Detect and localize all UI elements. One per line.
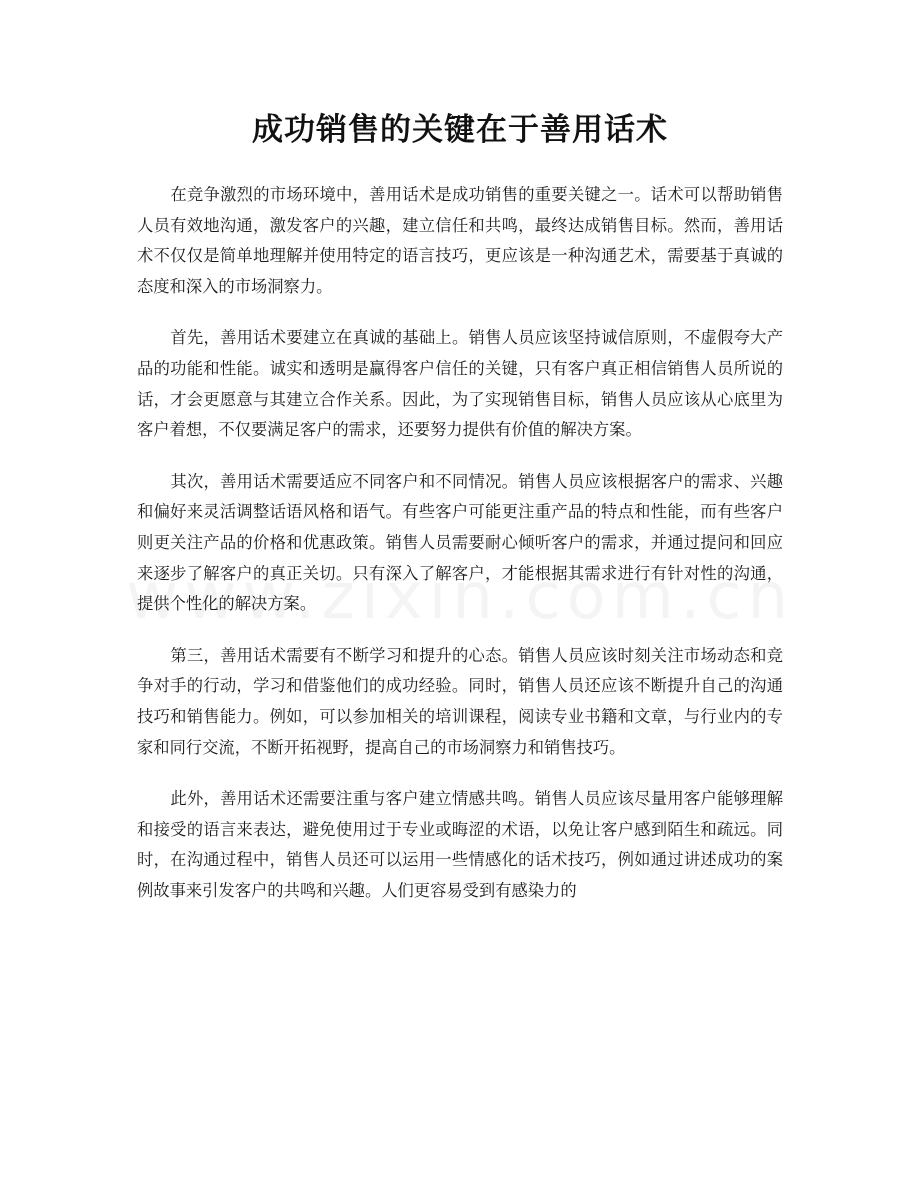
paragraph-4: 第三，善用话术需要有不断学习和提升的心态。销售人员应该时刻关注市场动态和竞争对手的行动，学习和借鉴他们的成功经验。同时，销售人员还应该不断提升自己的沟通技巧和销售能力。例如，可以参加相关的培训课程，阅读专业书籍和文章，与行业内的专家和同行交流，不断开拓视野，提高自己的市场洞察力和销售技巧。 (137, 645, 783, 757)
document-body (137, 180, 783, 927)
paragraph-3: 其次，善用话术需要适应不同客户和不同情况。销售人员应该根据客户的需求、兴趣和偏好来灵活调整话语风格和语气。有些客户可能更注重产品的特点和性能，而有些客户则更关注产品的价格和优惠政策。销售人员需要耐心倾听客户的需求，并通过提问和回应来逐步了解客户的真正关切。只有深入了解客户，才能根据其需求进行有针对性的沟通，提供个性化的解决方案。 (137, 471, 783, 614)
paragraph-5: 此外，善用话术还需要注重与客户建立情感共鸣。销售人员应该尽量用客户能够理解和接受的语言来表达，避免使用过于专业或晦涩的术语，以免让客户感到陌生和疏远。同时，在沟通过程中，销售人员还可以运用一些情感化的话术技巧，例如通过讲述成功的案例故事来引发客户的共鸣和兴趣。人们更容易受到有感染力的 (137, 789, 783, 900)
document-title: 成功销售的关键在于善用话术 (252, 112, 668, 148)
paragraph-1: 在竞争激烈的市场环境中，善用话术是成功销售的重要关键之一。话术可以帮助销售人员有效地沟通，激发客户的兴趣，建立信任和共鸣，最终达成销售目标。然而，善用话术不仅仅是简单地理解并使用特定的语言技巧，更应该是一种沟通艺术，需要基于真诚的态度和深入的市场洞察力。 (137, 185, 783, 296)
paragraph-2: 首先，善用话术要建立在真诚的基础上。销售人员应该坚持诚信原则，不虚假夸大产品的功能和性能。诚实和透明是赢得客户信任的关键，只有客户真正相信销售人员所说的话，才会更愿意与其建立合作关系。因此，为了实现销售目标，销售人员应该从心底里为客户着想，不仅要满足客户的需求，还要努力提供有价值的解决方案。 (137, 328, 783, 440)
